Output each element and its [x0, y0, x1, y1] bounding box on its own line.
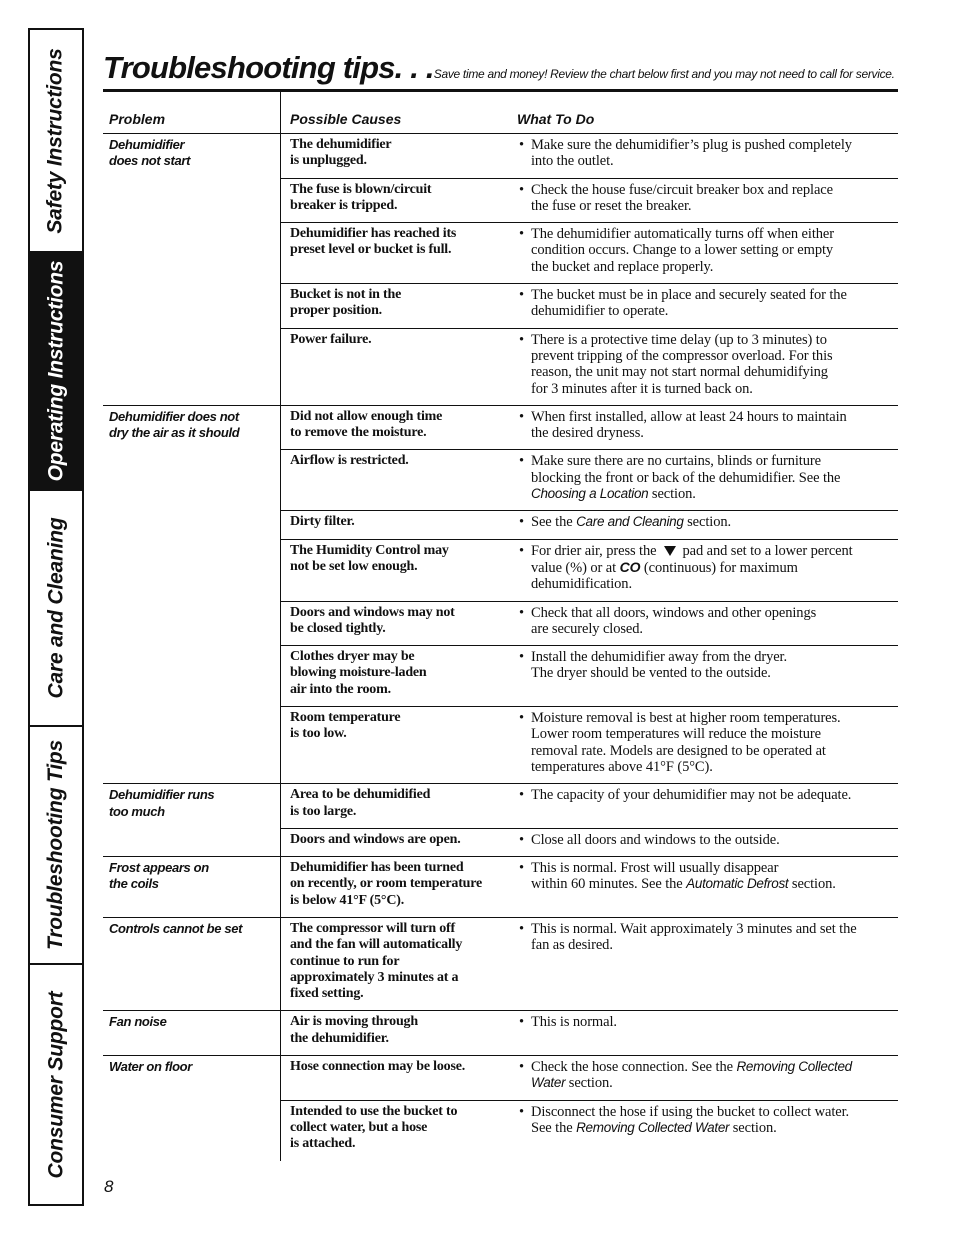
- causes-column: [280, 857, 898, 917]
- down-arrow-icon: [664, 546, 676, 556]
- todo-text: This is normal.: [531, 1014, 617, 1031]
- cause-cell: Did not allow enough time to remove the moisture.: [290, 408, 443, 441]
- table-row: [281, 540, 898, 602]
- todo-text: Disconnect the hose if using the bucket to collect water. See the: [531, 1103, 850, 1136]
- what-to-do-cell: [511, 787, 899, 820]
- bullet-icon: •: [519, 1059, 524, 1076]
- problem-cell: Fan noise: [109, 1014, 167, 1030]
- tab-label: Safety Instructions: [44, 47, 67, 234]
- bullet-icon: •: [519, 331, 524, 348]
- tab-care-and-cleaning[interactable]: [30, 491, 82, 727]
- todo-text: Make sure the dehumidifier’s plug is pushed completely into the outlet.: [531, 137, 852, 170]
- problem-group: [103, 1011, 898, 1056]
- causes-column: [280, 1056, 898, 1160]
- todo-text: section.: [729, 1119, 777, 1136]
- tab-label: Consumer Support: [44, 991, 68, 1178]
- cause-cell: Air is moving through the dehumidifier.: [290, 1014, 418, 1046]
- tab-label: Troubleshooting Tips: [44, 740, 68, 950]
- cause-cell: The fuse is blown/circuit breaker is tripped.: [290, 181, 432, 213]
- table-row: [281, 918, 898, 1010]
- table-row: [281, 646, 898, 707]
- causes-column: [280, 918, 898, 1010]
- todo-text: Moisture removal is best at higher room temperatures. Lower room temperatures will reduce the moisture removal rate. Models are designed to be operated at temperatures above 41°F (5°C).: [531, 710, 841, 775]
- what-to-do-cell: [511, 409, 899, 442]
- bullet-icon: •: [519, 649, 524, 666]
- page-number: 8: [104, 1177, 114, 1196]
- what-to-do-cell: [511, 605, 899, 638]
- table-row: [281, 602, 898, 647]
- cause-cell: Clothes dryer may be blowing moisture-laden air into the room.: [290, 649, 427, 697]
- todo-text: When first installed, allow at least 24 hours to maintain the desired dryness.: [531, 408, 847, 442]
- cause-cell: Airflow is restricted.: [290, 453, 409, 469]
- table-row: [281, 329, 898, 405]
- table-body: [103, 134, 898, 1161]
- table-header-row: [103, 92, 898, 134]
- table-row: [281, 450, 898, 511]
- what-to-do-cell: [511, 453, 899, 502]
- tab-consumer-support[interactable]: [30, 965, 82, 1204]
- todo-text: section.: [565, 1075, 613, 1092]
- table-row: [281, 1056, 898, 1101]
- problem-cell: Dehumidifier does not start: [109, 137, 191, 169]
- causes-column: [280, 1011, 898, 1055]
- what-to-do-cell: [511, 182, 899, 215]
- tab-troubleshooting-tips[interactable]: [30, 727, 82, 965]
- problem-group: [103, 406, 898, 784]
- bullet-icon: •: [519, 181, 524, 198]
- todo-text: There is a protective time delay (up to 3 minutes) to prevent tripping of the compressor overload. For this reason, the unit may not start normal dehumidifying for 3 minutes after it is turned back on.: [531, 331, 833, 397]
- todo-text: Check the house fuse/circuit breaker box and replace the fuse or reset the breaker.: [531, 181, 833, 214]
- page-heading: [103, 50, 895, 86]
- what-to-do-cell: [511, 287, 899, 320]
- header-problem: Problem: [109, 111, 166, 127]
- bullet-icon: •: [519, 920, 524, 937]
- table-row: [281, 1011, 898, 1055]
- cause-cell: Doors and windows are open.: [290, 831, 461, 847]
- what-to-do-cell: [511, 514, 899, 530]
- troubleshooting-table: [103, 89, 898, 1161]
- section-reference: Removing Collected Water: [576, 1119, 730, 1135]
- bullet-icon: •: [519, 1014, 524, 1031]
- cause-cell: Dirty filter.: [290, 514, 355, 530]
- bullet-icon: •: [519, 860, 524, 877]
- table-row: [281, 284, 898, 329]
- cause-cell: Bucket is not in the proper position.: [290, 287, 402, 319]
- cause-cell: The dehumidifier is unplugged.: [290, 137, 392, 169]
- what-to-do-cell: [511, 1059, 899, 1092]
- side-tabs: [28, 28, 84, 1206]
- what-to-do-cell: [511, 332, 899, 397]
- what-to-do-cell: [511, 1014, 899, 1047]
- bullet-icon: •: [519, 137, 524, 153]
- what-to-do-cell: [511, 860, 899, 909]
- tab-label: Operating Instructions: [44, 260, 68, 482]
- bullet-icon: •: [519, 542, 524, 559]
- cause-cell: Dehumidifier has reached its preset level or bucket is full.: [290, 226, 457, 258]
- problem-group: [103, 918, 898, 1011]
- bullet-icon: •: [519, 787, 524, 804]
- bullet-icon: •: [519, 710, 524, 727]
- problem-cell: Dehumidifier runs too much: [109, 787, 215, 819]
- what-to-do-cell: [511, 1104, 899, 1153]
- todo-text: The bucket must be in place and securely seated for the dehumidifier to operate.: [531, 287, 847, 320]
- bullet-icon: •: [519, 408, 524, 425]
- todo-text: Close all doors and windows to the outside.: [531, 831, 780, 848]
- section-reference: Automatic Defrost: [686, 876, 789, 892]
- table-row: [281, 857, 898, 917]
- what-to-do-cell: [511, 226, 899, 275]
- problem-cell: Water on floor: [109, 1059, 192, 1075]
- table-row: [281, 1101, 898, 1161]
- problem-group: [103, 857, 898, 918]
- problem-group: [103, 1056, 898, 1160]
- todo-text: Make sure there are no curtains, blinds or furniture blocking the front or back of the dehumidifier. See the: [531, 453, 841, 486]
- table-row: [281, 784, 898, 829]
- todo-text: The dehumidifier automatically turns off when either condition occurs. Change to a lower setting or empty the bucket and replace properly.: [531, 226, 834, 275]
- table-row: [281, 179, 898, 224]
- todo-text: pad and set to a lower percent value (%) or at: [531, 542, 853, 576]
- table-row: [281, 829, 898, 856]
- table-row: [281, 223, 898, 284]
- todo-text: This is normal. Wait approximately 3 minutes and set the fan as desired.: [531, 920, 857, 954]
- cause-cell: Area to be dehumidified is too large.: [290, 787, 431, 819]
- problem-cell: Controls cannot be set: [109, 920, 243, 936]
- table-row: [281, 707, 898, 783]
- cause-cell: Hose connection may be loose.: [290, 1059, 466, 1075]
- header-possible-causes: Possible Causes: [280, 92, 510, 133]
- todo-text: Install the dehumidifier away from the dryer. The dryer should be vented to the outside.: [531, 649, 788, 682]
- todo-text: The capacity of your dehumidifier may not be adequate.: [531, 787, 852, 804]
- todo-text: section.: [788, 876, 836, 893]
- cause-cell: Power failure.: [290, 331, 372, 347]
- cause-cell: Intended to use the bucket to collect water, but a hose is attached.: [290, 1103, 458, 1152]
- cause-cell: Room temperature is too low.: [290, 710, 401, 742]
- bullet-icon: •: [519, 604, 524, 621]
- what-to-do-cell: [511, 710, 899, 775]
- bullet-icon: •: [519, 287, 524, 304]
- todo-text: (continuous) for maximum dehumidification.: [531, 559, 798, 593]
- what-to-do-cell: [511, 137, 899, 170]
- table-row: [281, 134, 898, 179]
- section-reference: Care and Cleaning: [576, 514, 684, 530]
- section-reference: Choosing a Location: [531, 486, 649, 502]
- page-title: Troubleshooting tips. . .: [103, 50, 434, 85]
- problem-group: [103, 784, 898, 857]
- tab-operating-instructions[interactable]: [30, 253, 82, 491]
- cause-cell: Dehumidifier has been turned on recently, or room temperature is below 41°F (5°C).: [290, 860, 483, 908]
- bullet-icon: •: [519, 226, 524, 243]
- cause-cell: The compressor will turn off and the fan will automatically continue to run for approximately 3 minutes at a fixed setting.: [290, 920, 463, 1002]
- problem-cell: Dehumidifier does not dry the air as it should: [109, 408, 240, 441]
- table-row: [281, 511, 898, 539]
- todo-text: section.: [683, 514, 732, 531]
- what-to-do-cell: [511, 649, 899, 698]
- cause-cell: The Humidity Control may not be set low enough.: [290, 542, 449, 574]
- what-to-do-cell: [511, 921, 899, 1002]
- problem-cell: Frost appears on the coils: [109, 860, 209, 892]
- table-row: [281, 406, 898, 451]
- section-reference: Removing Collected Water: [531, 1059, 852, 1091]
- tab-safety-instructions[interactable]: [30, 30, 82, 253]
- todo-text: Check the hose connection. See the: [531, 1059, 737, 1076]
- todo-text: See the: [531, 514, 577, 531]
- todo-text: section.: [648, 486, 696, 503]
- bullet-icon: •: [519, 1103, 524, 1120]
- co-setting-label: CO: [619, 558, 641, 575]
- bullet-icon: •: [519, 453, 524, 470]
- problem-group: [103, 134, 898, 406]
- header-what-to-do: What To Do: [517, 111, 595, 127]
- what-to-do-cell: [511, 543, 899, 593]
- causes-column: [280, 406, 898, 783]
- page-subtitle: Save time and money! Review the chart below first and you may not need to call for service.: [433, 67, 895, 81]
- causes-column: [280, 784, 898, 856]
- bullet-icon: •: [519, 514, 524, 531]
- bullet-icon: •: [519, 831, 524, 848]
- what-to-do-cell: [511, 832, 899, 848]
- tab-label: Care and Cleaning: [44, 517, 68, 699]
- todo-text: For drier air, press the: [531, 542, 657, 559]
- todo-text: This is normal. Frost will usually disappear within 60 minutes. See the: [531, 860, 779, 893]
- causes-column: [280, 134, 898, 405]
- cause-cell: Doors and windows may not be closed tightly.: [290, 604, 455, 636]
- todo-text: Check that all doors, windows and other openings are securely closed.: [531, 604, 817, 637]
